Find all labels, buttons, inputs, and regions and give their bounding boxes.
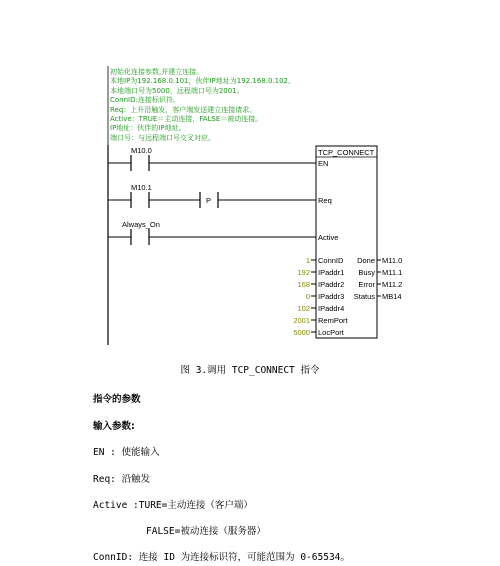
input-name: IPaddr3 [318, 292, 345, 301]
figure-caption: 图 3.调用 TCP_CONNECT 指令 [180, 365, 320, 376]
output-value: MB14 [382, 292, 402, 301]
output-name: Error [358, 280, 375, 289]
comment-line: Req：上升沿触发，客户端发送建立连接请求。 [110, 105, 257, 114]
comment-line: ConnID:连接标识符。 [110, 96, 180, 105]
input-pin [297, 268, 344, 277]
input-pin [306, 256, 344, 265]
contact-label-m10-0: M10.0 [131, 146, 152, 155]
output-name: Status [353, 292, 375, 301]
input-pin [297, 304, 344, 313]
comment-line: 本地IP为192.168.0.101，伙伴IP地址为192.168.0.102。 [110, 77, 295, 86]
comment-line: 初始化连接参数,并建立连接。 [110, 68, 204, 76]
pin-active: Active [318, 233, 339, 242]
input-value: 102 [297, 304, 310, 313]
input-name: IPaddr2 [318, 280, 345, 289]
output-name: Busy [358, 268, 375, 277]
input-params-title: 输入参数: [93, 421, 135, 432]
input-value: 192 [297, 268, 310, 277]
comment-line: Active：TRUE＝主动连接，FALSE＝被动连接。 [110, 115, 263, 124]
output-name: Done [357, 256, 375, 265]
block-title: TCP_CONNECT [318, 148, 375, 157]
output-pin [357, 256, 402, 265]
pin-en: EN [318, 159, 329, 168]
edge-contact-label: P [206, 196, 212, 205]
comment-line: 本地端口号为5000，远程端口号为2001。 [110, 86, 244, 95]
output-pin [354, 292, 402, 301]
section-title: 指令的参数 [93, 394, 141, 405]
input-pin [293, 328, 344, 337]
input-name: ConnID [318, 256, 344, 265]
param-en: EN : 使能输入 [93, 447, 160, 458]
comment-line: IP地址：伙伴的IP地址。 [110, 124, 186, 133]
input-value: 168 [297, 280, 310, 289]
output-value: M11.0 [382, 256, 403, 265]
input-pin [297, 280, 344, 289]
output-value: M11.2 [382, 280, 403, 289]
input-pins [293, 256, 348, 337]
contact-label-m10-1: M10.1 [131, 183, 152, 192]
pin-req: Req [318, 196, 332, 205]
input-name: LocPort [318, 328, 344, 337]
input-pin [306, 292, 344, 301]
input-value: 2001 [293, 316, 310, 325]
output-pin [358, 268, 402, 277]
input-name: IPaddr4 [318, 304, 345, 313]
comment-line: 端口号：与远程端口号交叉对应。 [110, 133, 215, 142]
input-value: 1 [305, 256, 310, 265]
param-active-false: FALSE=被动连接（服务器） [146, 526, 266, 537]
param-connid: ConnID: 连接 ID 为连接标识符，可能范围为 0-65534。 [93, 552, 350, 563]
output-value: M11.1 [382, 268, 403, 277]
input-name: RemPort [318, 316, 348, 325]
param-req: Req: 沿触发 [93, 474, 151, 485]
input-value: 5000 [293, 328, 310, 337]
input-pin [293, 316, 348, 325]
input-value: 0 [305, 292, 310, 301]
output-pin [358, 280, 402, 289]
contact-label-always-on: Always_On [122, 220, 160, 229]
param-active-true: Active :TURE=主动连接（客户端） [93, 500, 253, 511]
input-name: IPaddr1 [318, 268, 345, 277]
